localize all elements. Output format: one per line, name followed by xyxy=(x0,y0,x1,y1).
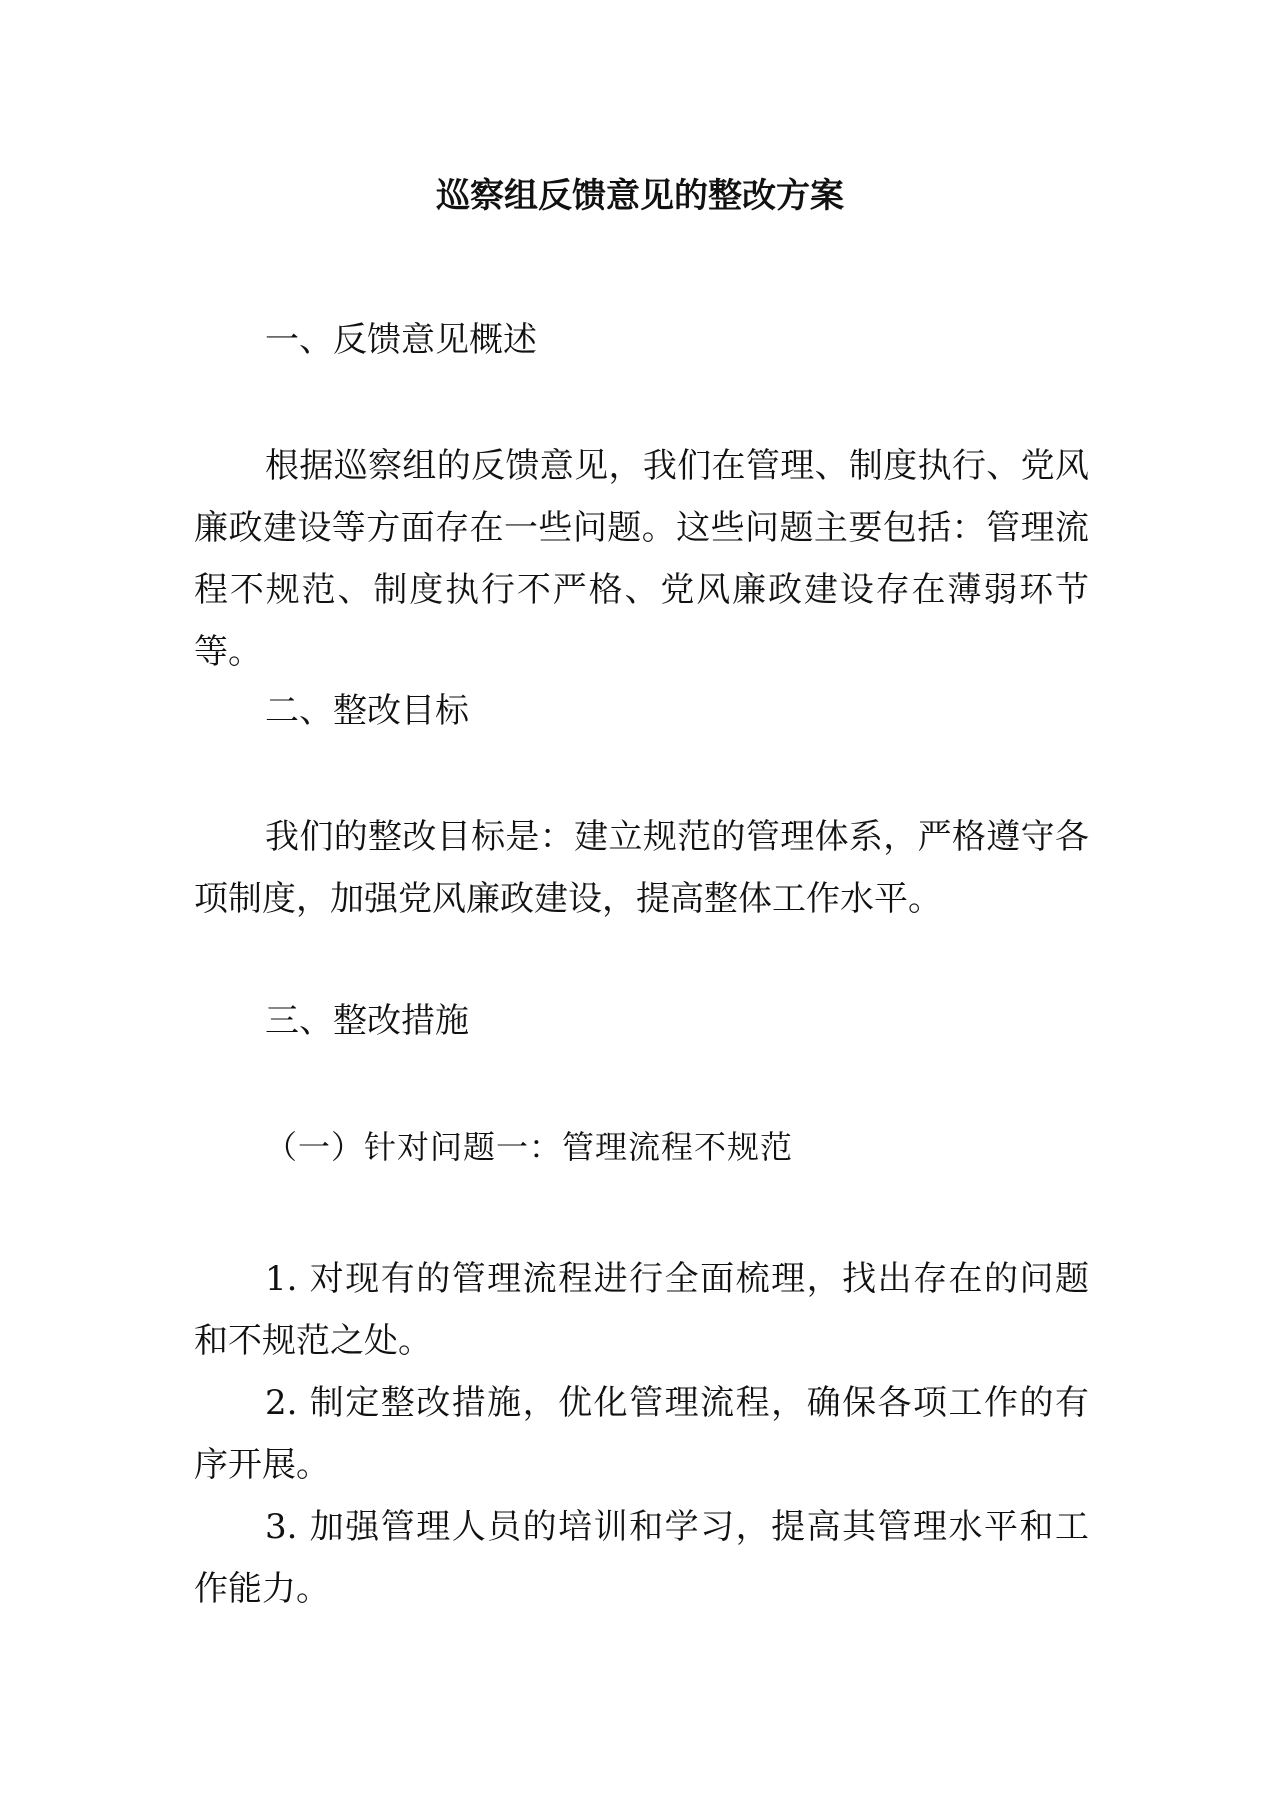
section-heading-overview: 一、反馈意见概述 xyxy=(265,320,537,360)
list-item: 3. 加强管理人员的培训和学习，提高其管理水平和工作能力。 xyxy=(194,1507,1089,1609)
document-title: 巡察组反馈意见的整改方案 xyxy=(436,176,844,216)
paragraph-goals: 我们的整改目标是：建立规范的管理体系，严格遵守各项制度，加强党风廉政建设，提高整体工作水平。 xyxy=(194,817,1089,919)
subsection-heading-problem-one: （一）针对问题一：管理流程不规范 xyxy=(265,1128,794,1166)
paragraph-overview: 根据巡察组的反馈意见，我们在管理、制度执行、党风廉政建设等方面存在一些问题。这些问题主要包括：管理流程不规范、制度执行不严格、党风廉政建设存在薄弱环节等。 xyxy=(194,446,1089,672)
list-item: 1. 对现有的管理流程进行全面梳理，找出存在的问题和不规范之处。 xyxy=(194,1259,1089,1361)
section-heading-measures: 三、整改措施 xyxy=(265,1001,469,1041)
section-heading-goals: 二、整改目标 xyxy=(265,691,469,731)
list-item: 2. 制定整改措施，优化管理流程，确保各项工作的有序开展。 xyxy=(194,1383,1089,1485)
